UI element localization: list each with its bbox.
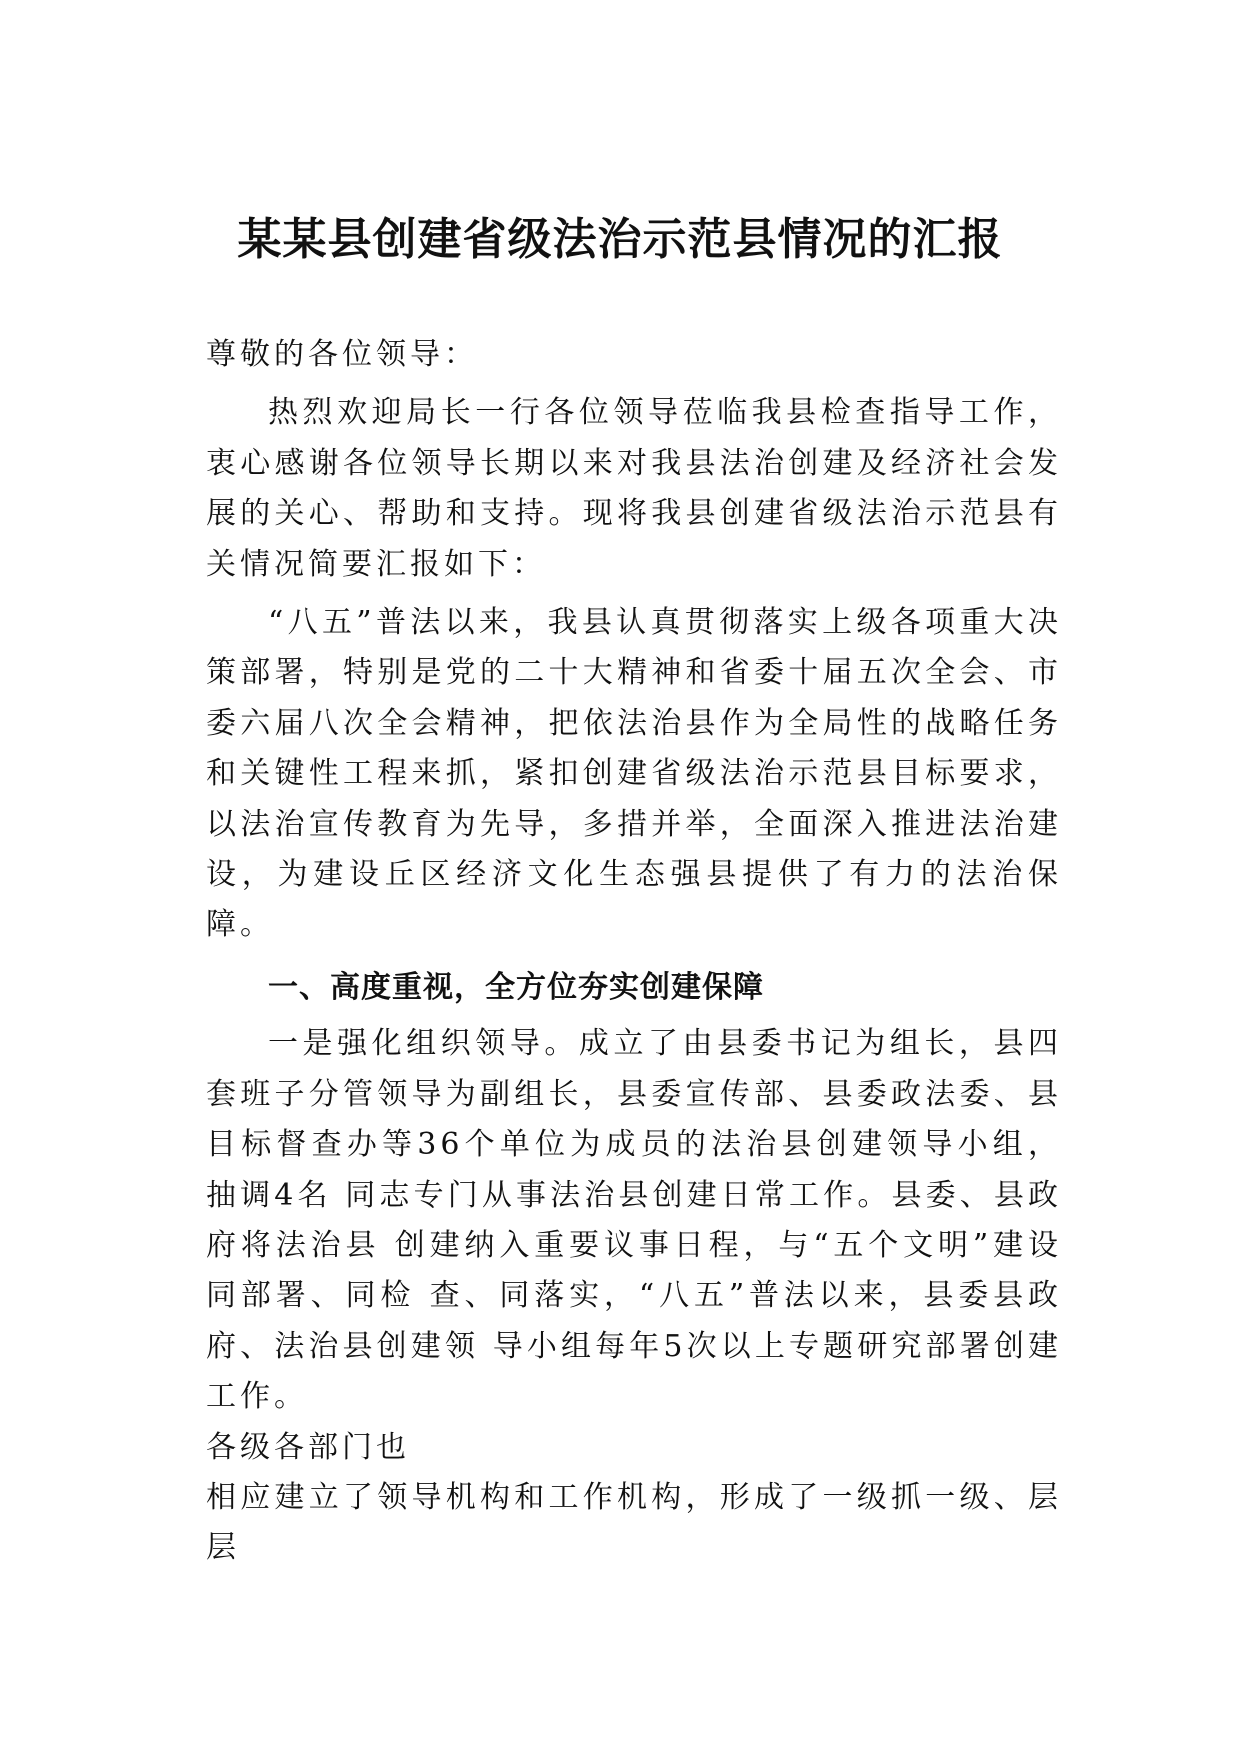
paragraph-organization: 一是强化组织领导。成立了由县委书记为组长，县四套班子分管领导为副组长，县委宣传部、县委政法委、县目标督查办等36个单位为成员的法治县创建领导小组，抽调4名 同志专门从事法治县创建日常工作。县委、县政府将法治县 创建纳入重要议事日程，与“五个文明”建设同部署、同检 查、同落实，“八五”普法以来，县委县政府、法治县创建领 导小组每年5次以上专题研究部署创建工作。 [206, 1026, 1062, 1415]
paragraph-overview: “八五”普法以来，我县认真贯彻落实上级各项重大决策部署，特别是党的二十大精神和省委十届五次全会、市委六届八次全会精神，把依法治县作为全局性的战略任务和关键性工程来抓，紧扣创建省级法治示范县目标要求， 以法治宣传教育为先导，多措并举，全面深入推进法治建设，为建设丘区经济文化生态强县提供了有力的法治保障。 [206, 605, 1062, 943]
salutation: 尊敬的各位领导： [206, 337, 478, 372]
paragraph-continuation-1: 各级各部门也 [206, 1429, 410, 1465]
paragraph-continuation-2: 相应建立了领导机构和工作机构，形成了一级抓一级、层层 [206, 1479, 1062, 1566]
document-title: 某某县创建省级法治示范县情况的汇报 [237, 214, 1003, 265]
section-heading: 一、高度重视，全方位夯实创建保障 [268, 969, 764, 1005]
paragraph-welcome: 热烈欢迎局长一行各位领导莅临我县检查指导工作，衷心感谢各位领导长期以来对我县法治创建及经济社会发展的关心、帮助和支持。现将我县创建省级法治示范县有关情况简要汇报如下： [206, 395, 1062, 582]
document-body [206, 330, 1062, 1574]
